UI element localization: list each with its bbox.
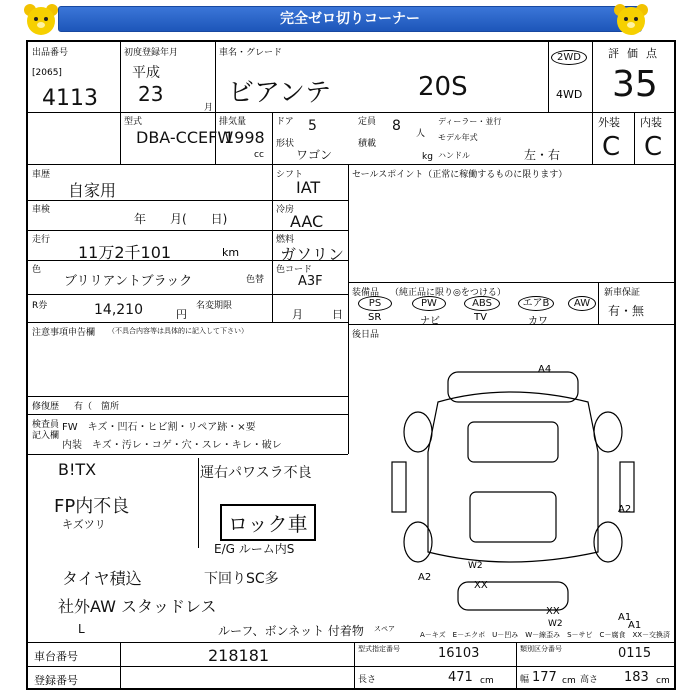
length-unit: cm [480, 676, 494, 686]
diagram-mark-xx-left: XX [474, 580, 488, 591]
note-right-2: E/G ルーム内S [214, 542, 295, 556]
interior-grade: C [644, 132, 663, 162]
rear-eye-label: 後日品 [352, 330, 380, 340]
capacity: 8 [392, 118, 401, 134]
equip-airbag: エアB [518, 296, 554, 311]
sales-point-label: セールスポイント（正常に稼働するものに限ります） [352, 170, 568, 180]
mileage: 11万2千101 [78, 243, 172, 262]
equip-aw: AW [568, 296, 596, 311]
fuel: ガソリン [280, 245, 345, 264]
diagram-mark-a1-right: A1 [618, 612, 632, 623]
handnote-3: キズツリ [62, 518, 106, 531]
bear-mascot-icon [612, 2, 650, 36]
load-unit: kg [422, 152, 433, 162]
interior-row: 内装 キズ・汚レ・コゲ・穴・スレ・キレ・破レ [62, 440, 282, 451]
lot-small-number: [2065] [32, 68, 62, 78]
model-name: ビアンテ [228, 78, 331, 108]
equip-abs: ABS [464, 296, 500, 311]
length: 471 [448, 670, 473, 685]
history: 自家用 [68, 181, 117, 200]
name-change-month: 月 [292, 308, 303, 321]
note-right-1: 運右パワスラ不良 [200, 465, 312, 481]
type-code: DBA-CCEFW [136, 128, 234, 147]
diagram-mark-a2-right: A2 [618, 504, 632, 515]
length-label: 長さ [358, 675, 377, 685]
banner-title: 完全ゼロ切りコーナー [58, 6, 642, 32]
era: 平成 [132, 65, 160, 81]
spare-label: スペア [374, 625, 395, 633]
cc-unit: cc [254, 150, 264, 160]
model-cert: 16103 [438, 646, 480, 661]
history-label: 車歴 [32, 170, 51, 180]
bear-mascot-icon [22, 2, 60, 36]
recycle-amount: 14,210 [94, 302, 143, 318]
fw-row: FW キズ・凹石・ヒビ割・リペア跡・×要 [62, 422, 256, 433]
inspection-label: 車検 [32, 205, 51, 215]
reg-number-label: 登録番号 [34, 674, 78, 687]
note-bottom: ルーフ、ボンネット 付着物 [218, 624, 364, 638]
doors-label: ドア [276, 117, 294, 127]
auction-sheet [26, 40, 676, 690]
diagram-mark-xx-rear: XX [546, 606, 560, 617]
mileage-unit: km [222, 246, 240, 259]
interior-label: 内装 [640, 116, 662, 129]
displacement-label: 排気量 [219, 117, 247, 127]
capacity-unit: 人 [416, 129, 426, 139]
grade: 20S [418, 72, 468, 102]
color-code-label: 色コード [276, 265, 313, 275]
width: 177 [532, 670, 557, 685]
lot-number: 4113 [42, 86, 98, 111]
type-label: 型式 [124, 117, 143, 127]
equip-sr: SR [368, 312, 382, 323]
diagram-mark-w2-left: W2 [468, 561, 483, 571]
score-label: 評価点 [608, 47, 665, 60]
color-code: A3F [298, 274, 323, 289]
lot-label: 出品番号 [32, 48, 69, 58]
category: 0115 [618, 646, 652, 661]
shift: IAT [296, 178, 321, 197]
handnote-5: 社外AW スタッドレス [58, 597, 217, 616]
first-reg-label: 初度登録年月 [124, 48, 179, 58]
shape-label: 形状 [276, 139, 295, 149]
exterior-grade: C [602, 132, 621, 162]
handnote-6: L [78, 622, 85, 636]
ac-label: 冷房 [276, 205, 295, 215]
displacement: 1998 [224, 128, 265, 147]
equipment-label: 装備品 [352, 288, 380, 298]
recycle-unit: 円 [176, 308, 187, 321]
model-cert-label: 型式指定番号 [358, 645, 400, 653]
note-right-3: 下回りSC多 [204, 571, 279, 587]
ac: AAC [290, 212, 324, 231]
category-label: 類別区分番号 [520, 645, 562, 653]
lock-car-stamp: ロック車 [220, 504, 316, 541]
mileage-label: 走行 [32, 235, 51, 245]
equip-pw: PW [412, 296, 446, 311]
drive-4wd: 4WD [556, 88, 583, 101]
handnote-1: B!TX [58, 460, 97, 479]
inspector-label: 検査員記入欄 [32, 420, 60, 441]
width-label: 幅 [520, 675, 530, 685]
load-label: 積載 [358, 139, 377, 149]
doors: 5 [308, 118, 317, 134]
new-warranty-label: 新車保証 [604, 288, 641, 298]
width-unit: cm [562, 676, 576, 686]
damage-legend: A－キズ E－エクボ U－凹み W－線歪み S－サビ C－腐食 XX－交換済 [420, 631, 671, 639]
shift-label: シフト [276, 170, 304, 180]
inspection-date: 年 月( 日) [134, 212, 228, 226]
caution-label: 注意事項申告欄 [32, 328, 96, 338]
reg-year: 23 [138, 82, 164, 106]
model-label: 車名・グレード [219, 48, 283, 58]
capacity-label: 定員 [358, 117, 377, 127]
diagram-mark-a4: A4 [538, 364, 552, 375]
fuel-label: 燃料 [276, 235, 295, 245]
handnote-2: FP内不良 [54, 496, 130, 517]
model-year-label: モデル年式 [438, 133, 478, 142]
shape: ワゴン [296, 148, 333, 162]
equip-ps: PS [358, 296, 392, 311]
vehicle-diagram [378, 362, 642, 632]
equip-navi: ナビ [420, 316, 440, 327]
name-change-label: 名変期限 [196, 301, 233, 311]
color: ブリリアントブラック [64, 274, 193, 289]
equipment-note: （純正品に限り◎をつける） [390, 288, 506, 298]
height-unit: cm [656, 676, 670, 686]
height-label: 高さ [580, 675, 599, 685]
repair-label: 修復歴 [32, 402, 60, 412]
caution-note: （不具合内容等は具体的に記入して下さい） [108, 327, 248, 335]
height: 183 [624, 670, 649, 685]
diagram-mark-a1-corner: A1 [628, 620, 642, 631]
repair-value: 有（ 箇所 [74, 402, 120, 412]
handle-value: 左・右 [524, 148, 561, 162]
warranty-value: 有・無 [608, 304, 645, 318]
diagram-mark-a2-left: A2 [418, 572, 432, 583]
dealer-label: ディーラー・並行 [438, 117, 502, 126]
name-change-day: 日 [332, 308, 343, 321]
color-change-label: 色替 [246, 275, 265, 285]
equip-leather: カワ [528, 316, 548, 327]
color-label: 色 [32, 265, 42, 275]
equip-tv: TV [474, 312, 487, 323]
recycle-label: R券 [32, 301, 48, 311]
drive-2wd: 2WD [551, 50, 587, 65]
diagram-mark-w2-rear: W2 [548, 619, 563, 629]
exterior-label: 外装 [598, 116, 620, 129]
score: 35 [612, 64, 658, 105]
month-suffix: 月 [204, 103, 214, 113]
handle-label: ハンドル [438, 151, 470, 160]
chassis-label: 車台番号 [34, 650, 78, 663]
handnote-4: タイヤ積込 [62, 569, 142, 588]
chassis-number: 218181 [208, 646, 270, 665]
